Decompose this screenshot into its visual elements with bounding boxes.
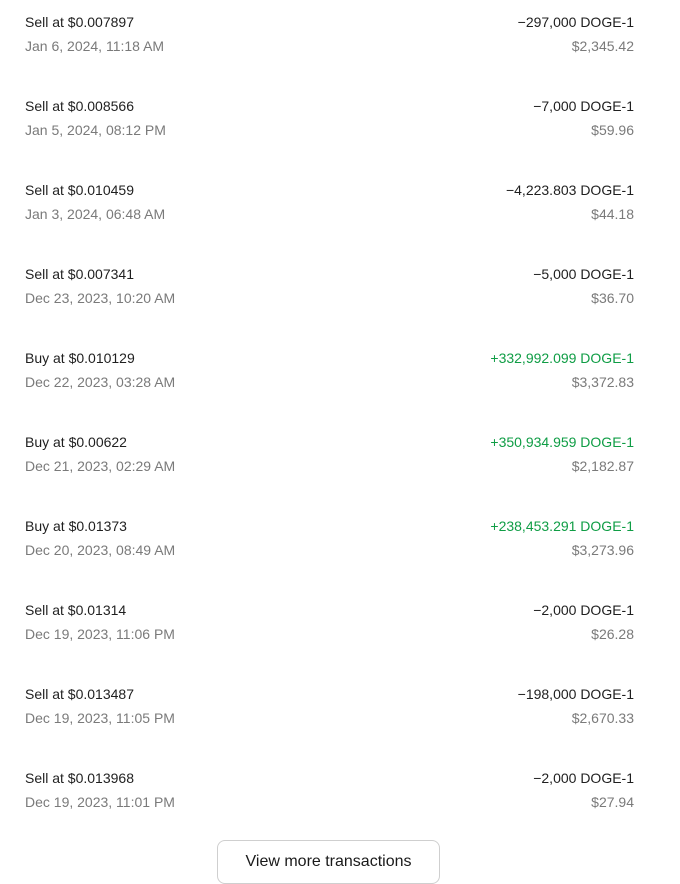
transaction-row[interactable] <box>0 756 680 840</box>
transaction-date: Dec 19, 2023, 11:05 PM <box>25 710 175 726</box>
transaction-amount: −297,000 DOGE-1 <box>517 14 634 30</box>
transaction-date: Dec 22, 2023, 03:28 AM <box>25 374 176 390</box>
transaction-date: Jan 5, 2024, 08:12 PM <box>25 122 166 138</box>
transaction-title: Sell at $0.007897 <box>25 14 134 30</box>
transaction-title: Sell at $0.01314 <box>25 602 127 618</box>
transaction-row[interactable] <box>0 420 680 504</box>
transaction-title: Buy at $0.01373 <box>25 518 127 534</box>
transaction-amount: +332,992.099 DOGE-1 <box>490 350 634 366</box>
transaction-row[interactable] <box>0 168 680 252</box>
transaction-amount: +350,934.959 DOGE-1 <box>490 434 634 450</box>
transaction-value: $3,372.83 <box>571 374 634 390</box>
transaction-row[interactable] <box>0 672 680 756</box>
transaction-date: Jan 3, 2024, 06:48 AM <box>25 206 166 222</box>
transaction-row[interactable] <box>0 0 680 84</box>
transaction-title: Buy at $0.010129 <box>25 350 135 366</box>
transaction-row[interactable] <box>0 84 680 168</box>
transaction-date: Jan 6, 2024, 11:18 AM <box>25 38 165 54</box>
transaction-amount: −4,223.803 DOGE-1 <box>505 182 634 198</box>
transaction-amount: −7,000 DOGE-1 <box>533 98 634 114</box>
transaction-amount: −5,000 DOGE-1 <box>533 266 634 282</box>
transaction-date: Dec 20, 2023, 08:49 AM <box>25 542 176 558</box>
transaction-title: Sell at $0.007341 <box>25 266 134 282</box>
transaction-amount: +238,453.291 DOGE-1 <box>490 518 634 534</box>
transaction-date: Dec 19, 2023, 11:01 PM <box>25 794 175 810</box>
transaction-title: Sell at $0.013968 <box>25 770 134 786</box>
transaction-value: $2,182.87 <box>571 458 634 474</box>
transaction-value: $3,273.96 <box>571 542 634 558</box>
transaction-amount: −198,000 DOGE-1 <box>517 686 634 702</box>
transaction-amount: −2,000 DOGE-1 <box>533 770 634 786</box>
transaction-title: Sell at $0.013487 <box>25 686 134 702</box>
transaction-title: Sell at $0.008566 <box>25 98 134 114</box>
transaction-amount: −2,000 DOGE-1 <box>533 602 634 618</box>
transaction-row[interactable] <box>0 336 680 420</box>
transaction-value: $44.18 <box>591 206 634 222</box>
transaction-date: Dec 19, 2023, 11:06 PM <box>25 626 175 642</box>
transaction-title: Sell at $0.010459 <box>25 182 134 198</box>
transaction-date: Dec 23, 2023, 10:20 AM <box>25 290 176 306</box>
transaction-row[interactable] <box>0 504 680 588</box>
transaction-value: $27.94 <box>591 794 634 810</box>
transaction-row[interactable] <box>0 252 680 336</box>
transaction-title: Buy at $0.00622 <box>25 434 127 450</box>
transaction-value: $2,345.42 <box>571 38 634 54</box>
transaction-row[interactable] <box>0 588 680 672</box>
transaction-date: Dec 21, 2023, 02:29 AM <box>25 458 176 474</box>
transaction-value: $26.28 <box>591 626 634 642</box>
transaction-value: $59.96 <box>591 122 634 138</box>
view-more-transactions-button[interactable]: View more transactions <box>217 840 440 884</box>
transaction-value: $36.70 <box>591 290 634 306</box>
transaction-value: $2,670.33 <box>571 710 634 726</box>
